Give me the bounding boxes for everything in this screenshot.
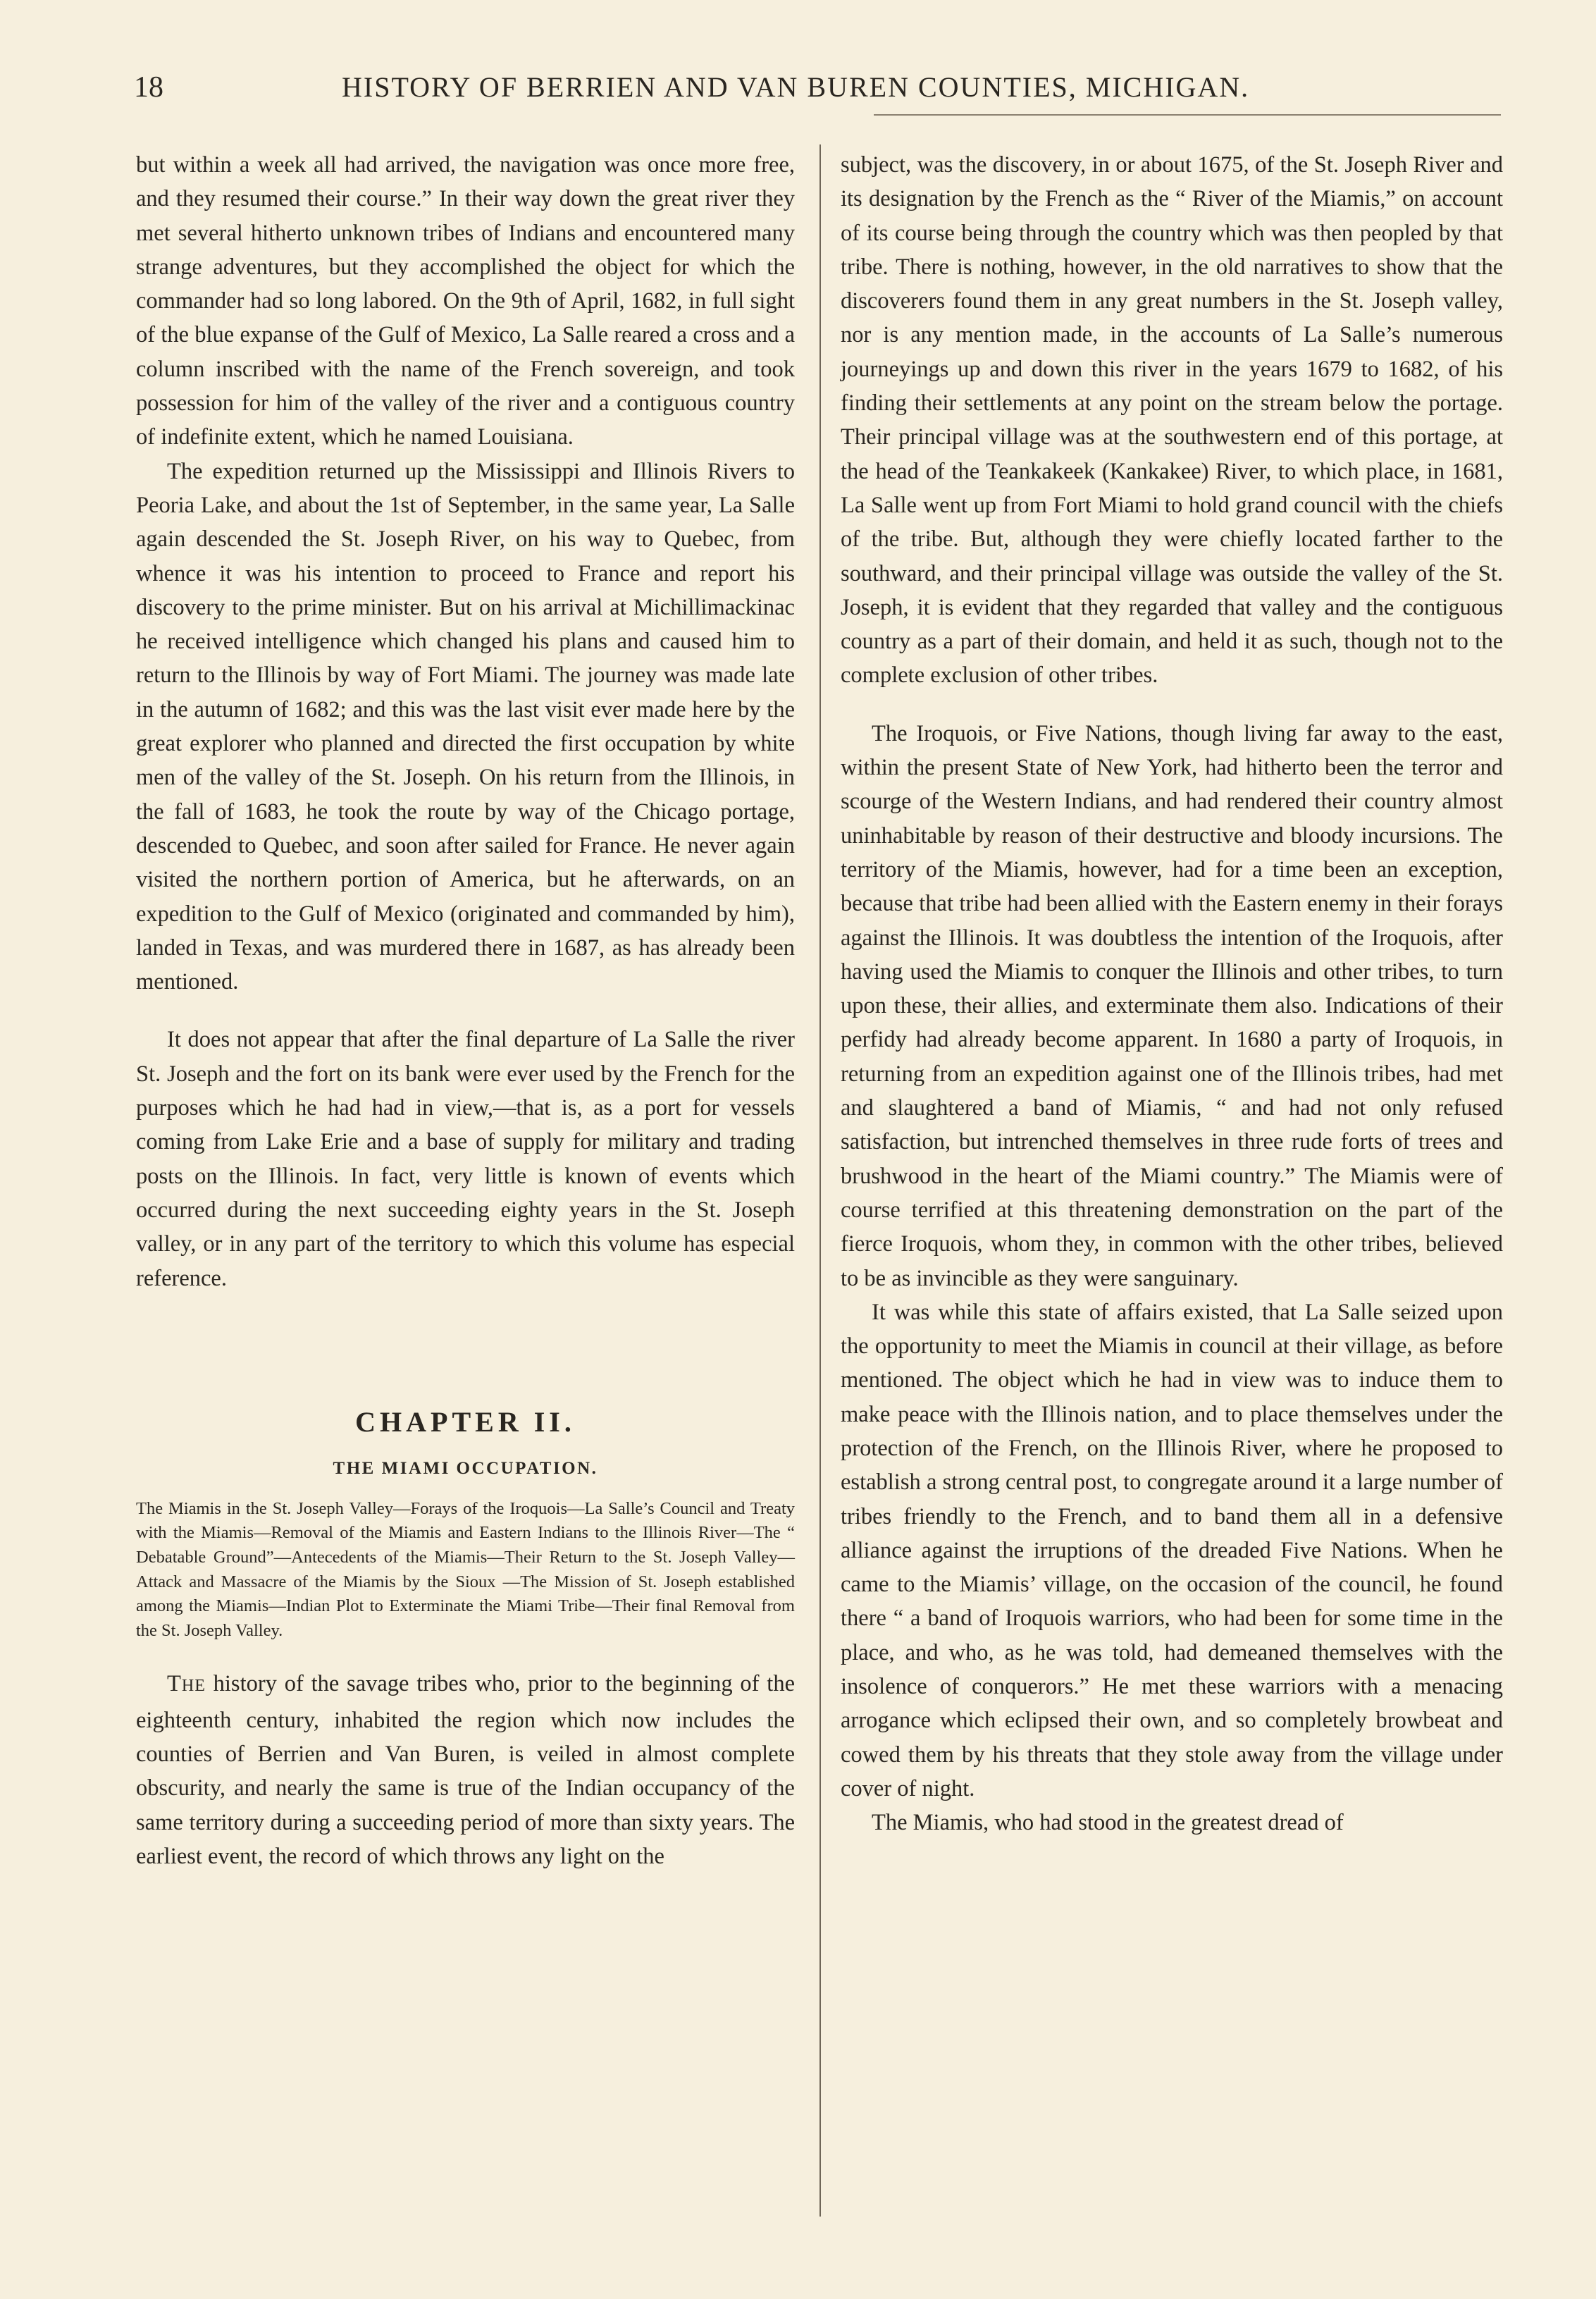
right-column	[841, 148, 1503, 1840]
header-rule	[874, 114, 1501, 116]
paragraph: subject, was the discovery, in or about 1675, of the St. Joseph River and its designation by the French as the “ River of the Miamis,” on account of its course being through the country which was then peopled by that tribe. There is nothing, however, in the old narratives to show that the discoverers found them in any great numbers in the St. Joseph valley, nor is any mention made, in the accounts of La Salle’s numerous journeyings up and down this river in the years 1679 to 1682, of his finding their settlements at any point on the stream below the portage. Their principal village was at the southwestern end of this portage, at the head of the Teankakeek (Kankakee) River, to which place, in 1681, La Salle went up from Fort Miami to hold grand council with the chiefs of the tribe. But, although they were chiefly located farther to the southward, and their principal village was outside the valley of the St. Joseph, it is evident that they regarded that valley and the contiguous country as a part of their domain, and held it as such, though not to the complete exclusion of other tribes.	[841, 152, 1503, 689]
paragraph: The expedition returned up the Mississippi and Illinois Rivers to Peoria Lake, and about the 1st of September, in the same year, La Salle again descended the St. Joseph River, on his way to Quebec, from whence it was his intention to proceed to France and report his discovery to the prime minister. But on his arrival at Michillimackinac he received intelligence which changed his plans and caused him to return to the Illinois by way of Fort Miami. The journey was made late in the autumn of 1682; and this was the last visit ever made here by the great explorer who planned and directed the first occupation by white men of the valley of the St. Joseph. On his return from the Illinois, in the fall of 1683, he took the route by way of the Chicago portage, descended to Quebec, and soon after sailed for France. He never again visited the northern portion of America, but he afterwards, on an expedition to the Gulf of Mexico (originated and commanded by him), landed in Texas, and was murdered there in 1687, as has already been mentioned.	[136, 458, 795, 995]
paragraph: It does not appear that after the final departure of La Salle the river St. Joseph and the fort on its bank were ever used by the French for the purposes which he had had in view,—that is, as a port for vessels coming from Lake Erie and a base of supply for military and trading posts on the Illinois. In fact, very little is known of events which occurred during the next succeeding eighty years in the St. Joseph valley, or in any part of the territory to which this volume has especial reference.	[136, 1027, 795, 1291]
lead-small-caps: HE	[181, 1677, 206, 1696]
chapter-title: CHAPTER II.	[355, 1405, 576, 1438]
lead-capital: T	[167, 1671, 182, 1697]
paragraph: The Iroquois, or Five Nations, though living far away to the east, within the present State of New York, had hitherto been the terror and scourge of the Western Indians, and had rendered their country almost uninhabitable by reason of their destructive and bloody incursions. The territory of the Miamis, however, had for a time been an exception, because that tribe had been allied with the Eastern enemy in their forays against the Illinois. It was doubtless the intention of the Iroquois, after having used the Miamis to conquer the Illinois and other tribes, to turn upon these, their allies, and exterminate them also. Indications of their perfidy had already become apparent. In 1680 a party of Iroquois, in returning from an expedition against one of the Illinois tribes, had met and slaughtered a band of Miamis, “ and had not only refused satisfaction, but intrenched themselves in three rude forts of trees and brushwood in the heart of the Miami country.” The Miamis were of course terrified at this threatening demonstration on the part of the fierce Iroquois, whom they, in common with the other tribes, believed to be as invincible as they were sanguinary.	[841, 720, 1503, 1291]
paragraph: It was while this state of affairs existed, that La Salle seized upon the opportunity to meet the Miamis in council at their village, as before mentioned. The object which he had in view was to induce them to make peace with the Illinois nation, and to place themselves under the protection of the French, on the Illinois River, where he proposed to establish a strong central post, to congregate around it a large number of tribes friendly to the French, and to band them all in a defensive alliance against the irruptions of the dreaded Five Nations. When he came to the Miamis’ village, on the occasion of the council, he found there “ a band of Iroquois warriors, who had been for some time in the place, and who, as he was told, had demeaned themselves with the insolence of conquerors.” He met these warriors with a menacing arrogance which eclipsed their own, and so completely browbeat and cowed them by his threats that they stole away from the village under cover of night.	[841, 1299, 1503, 1801]
page-number: 18	[134, 71, 163, 104]
page-header	[134, 70, 1459, 113]
paragraph: The Miamis, who had stood in the greatest dread of	[872, 1810, 1344, 1836]
left-column	[136, 148, 795, 1873]
chapter-subtitle: THE MIAMI OCCUPATION.	[333, 1458, 598, 1478]
paragraph: but within a week all had arrived, the navigation was once more free, and they resumed their course.” In their way down the great river they met several hitherto unknown tribes of Indians and encountered many strange adventures, but they accomplished the object for which the commander had so long labored. On the 9th of April, 1682, in full sight of the blue expanse of the Gulf of Mexico, La Salle reared a cross and a column inscribed with the name of the French sovereign, and took possession for him of the valley of the river and a contiguous country of indefinite extent, which he named Louisiana.	[136, 152, 795, 450]
column-rule	[819, 144, 821, 2217]
running-title: HISTORY OF BERRIEN AND VAN BUREN COUNTIES, MICHIGAN.	[342, 71, 1250, 103]
paragraph-text: history of the savage tribes who, prior to the beginning of the eighteenth century, inhabited the region which now includes the counties of Berrien and Van Buren, is veiled in almost complete obscurity, and nearly the same is true of the Indian occupancy of the same territory during a succeeding period of more than sixty years. The earliest event, the record of which throws any light on the	[136, 1671, 795, 1869]
paragraph	[136, 1667, 795, 1873]
chapter-synopsis: The Miamis in the St. Joseph Valley—Forays of the Iroquois—La Salle’s Council and Treaty with the Miamis—Removal of the Miamis and Eastern Indians to the Illinois River—The “ Debatable Ground”—Antecedents of the Miamis—Their Return to the St. Joseph Valley—Attack and Massacre of the Miamis by the Sioux —The Mission of St. Joseph established among the Miamis—Indian Plot to Exterminate the Miami Tribe—Their final Removal from the St. Joseph Valley.	[136, 1498, 795, 1640]
